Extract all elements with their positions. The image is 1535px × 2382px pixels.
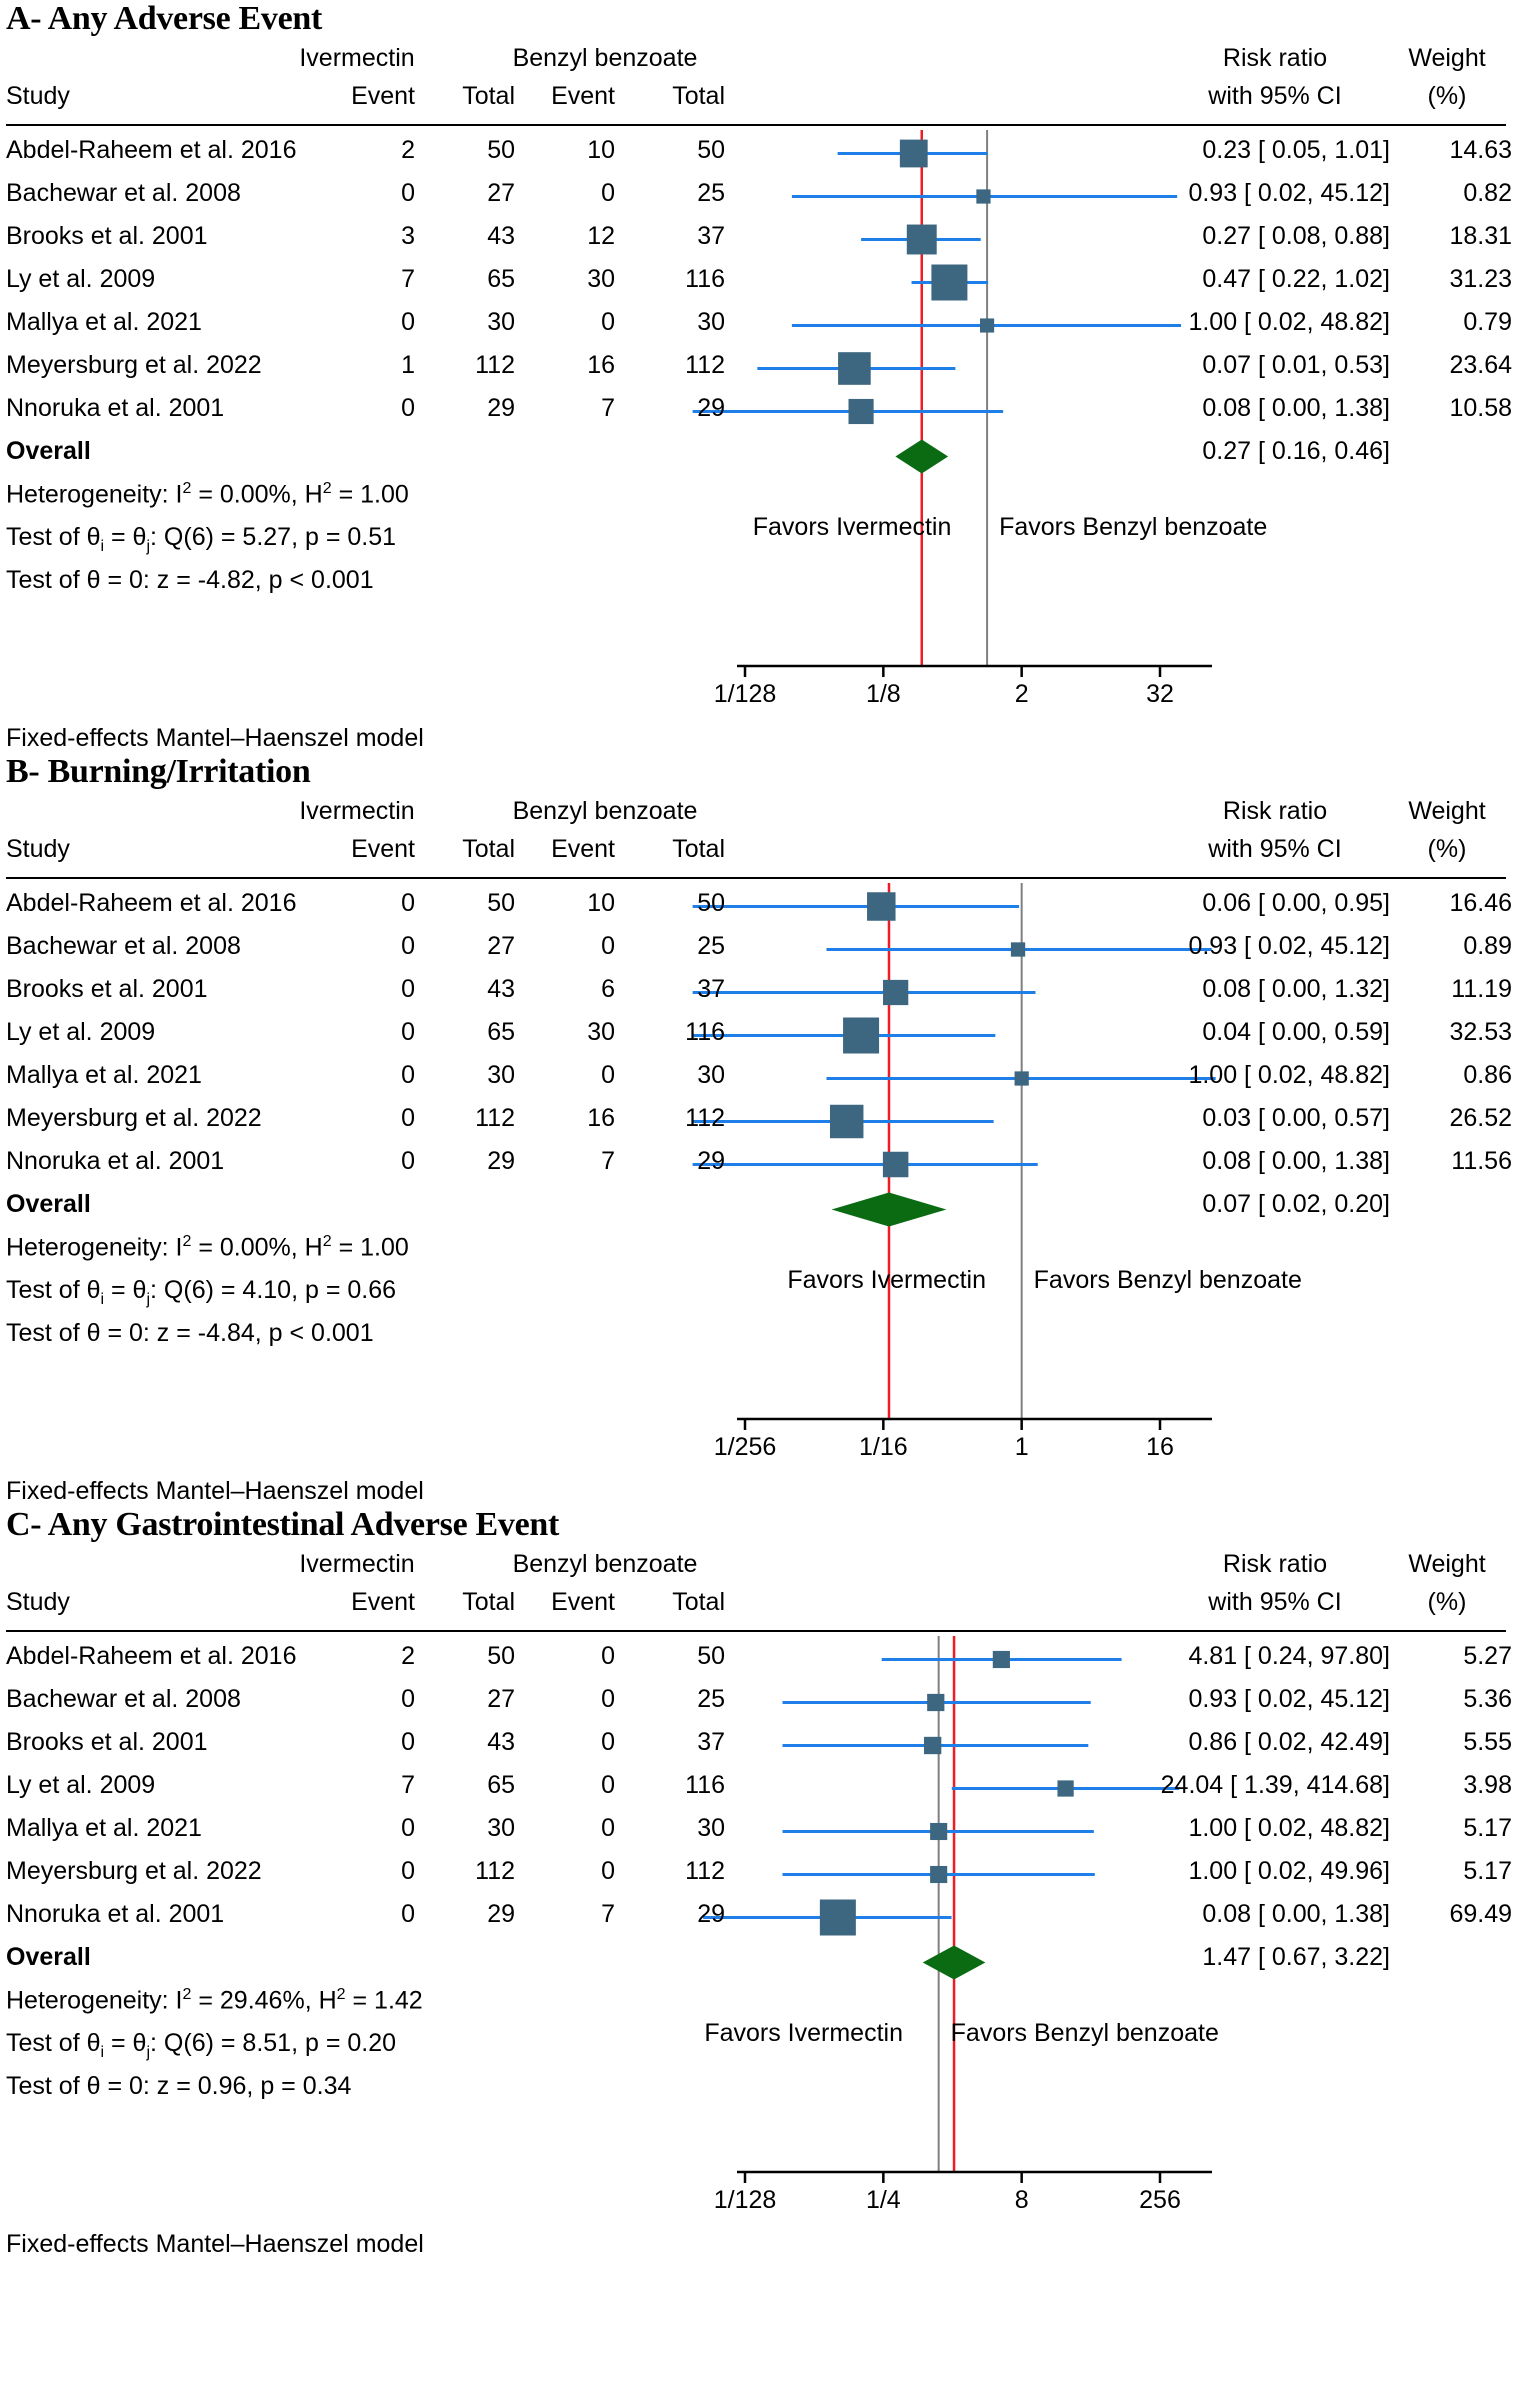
- panel-C: [0, 1506, 1535, 2259]
- event-ivermectin: 2: [401, 1642, 415, 1670]
- weight-value: 5.27: [1463, 1642, 1512, 1670]
- total-benzyl: 112: [685, 1857, 725, 1885]
- heterogeneity-stat: Heterogeneity: $I^2 = 0.00\%$, $H^2 = 1.00$: [6, 1233, 409, 1262]
- test-homogeneity-stat: Test of $\theta_i = \theta_j$: Q(6) = 4.10, p = 0.66: [6, 1276, 397, 1308]
- table-row: [0, 1722, 1535, 1765]
- study-name: Brooks et al. 2001: [6, 975, 208, 1003]
- total-benzyl: 29: [697, 1900, 725, 1928]
- event-ivermectin: 2: [401, 136, 415, 164]
- table-row: [0, 883, 1535, 926]
- total-ivermectin: 112: [475, 1857, 515, 1885]
- table-row: [0, 259, 1535, 302]
- table-row: [0, 216, 1535, 259]
- event-benzyl: 0: [601, 932, 615, 960]
- risk-ratio-value: 1.00 [ 0.02, 48.82]: [1188, 308, 1390, 336]
- event-ivermectin: 0: [401, 1018, 415, 1046]
- col-weight: Weight: [1408, 797, 1486, 825]
- event-ivermectin: 0: [401, 932, 415, 960]
- axis-tick-label: 1/256: [713, 1433, 777, 1461]
- total-ivermectin: 29: [487, 1147, 515, 1175]
- col-total-2: Total: [672, 1588, 725, 1616]
- study-name: Ly et al. 2009: [6, 1771, 156, 1799]
- risk-ratio-value: 0.07 [ 0.01, 0.53]: [1202, 351, 1390, 379]
- event-benzyl: 0: [601, 1642, 615, 1670]
- event-benzyl: 0: [601, 1814, 615, 1842]
- weight-value: 3.98: [1463, 1771, 1512, 1799]
- total-ivermectin: 65: [487, 265, 515, 293]
- table-row: [0, 1141, 1535, 1184]
- axis-tick-label: 1: [1014, 1433, 1029, 1461]
- axis-tick-label: 1/128: [713, 2186, 777, 2214]
- risk-ratio-value: 0.93 [ 0.02, 45.12]: [1188, 179, 1390, 207]
- total-ivermectin: 27: [487, 1685, 515, 1713]
- event-ivermectin: 0: [401, 308, 415, 336]
- col-risk-ratio-ci: with 95% CI: [1208, 835, 1342, 863]
- event-benzyl: 0: [601, 1771, 615, 1799]
- study-name: Abdel-Raheem et al. 2016: [6, 1642, 297, 1670]
- total-benzyl: 116: [685, 1771, 725, 1799]
- risk-ratio-value: 1.00 [ 0.02, 49.96]: [1188, 1857, 1390, 1885]
- event-benzyl: 16: [587, 1104, 615, 1132]
- plot-body: [0, 1636, 1535, 2230]
- col-weight-unit: (%): [1427, 82, 1467, 110]
- total-benzyl: 50: [697, 1642, 725, 1670]
- total-ivermectin: 27: [487, 932, 515, 960]
- study-name: Bachewar et al. 2008: [6, 179, 241, 207]
- col-group-ivermectin: Ivermectin: [299, 797, 415, 825]
- overall-label: Overall: [6, 1190, 91, 1218]
- risk-ratio-value: 0.06 [ 0.00, 0.95]: [1202, 889, 1390, 917]
- axis-tick-label: 1/4: [865, 2186, 901, 2214]
- event-benzyl: 0: [601, 1685, 615, 1713]
- panel-A-title: A- Any Adverse Event: [6, 0, 323, 37]
- col-event-1: Event: [351, 1588, 415, 1616]
- risk-ratio-value: 0.08 [ 0.00, 1.38]: [1202, 1900, 1390, 1928]
- event-benzyl: 7: [601, 1900, 615, 1928]
- event-ivermectin: 0: [401, 1147, 415, 1175]
- table-row: [0, 302, 1535, 345]
- study-name: Meyersburg et al. 2022: [6, 1857, 262, 1885]
- col-risk-ratio: Risk ratio: [1222, 797, 1328, 825]
- total-benzyl: 30: [697, 1814, 725, 1842]
- panel-B: [0, 753, 1535, 1506]
- total-benzyl: 29: [697, 394, 725, 422]
- table-row: [0, 388, 1535, 431]
- weight-value: 23.64: [1449, 351, 1512, 379]
- heterogeneity-stat: Heterogeneity: $I^2 = 29.46\%$, $H^2 = 1.42$: [6, 1986, 423, 2015]
- test-homogeneity-stat: Test of $\theta_i = \theta_j$: Q(6) = 8.51, p = 0.20: [6, 2029, 397, 2061]
- weight-value: 11.19: [1451, 975, 1512, 1003]
- plot-body: [0, 883, 1535, 1477]
- total-benzyl: 50: [697, 889, 725, 917]
- event-benzyl: 30: [587, 265, 615, 293]
- event-benzyl: 30: [587, 1018, 615, 1046]
- risk-ratio-value: 0.93 [ 0.02, 45.12]: [1188, 932, 1390, 960]
- total-ivermectin: 30: [487, 1061, 515, 1089]
- header-rule: [6, 877, 1506, 879]
- weight-value: 11.56: [1451, 1147, 1512, 1175]
- overall-risk-ratio: 1.47 [ 0.67, 3.22]: [1202, 1943, 1390, 1971]
- col-total-1: Total: [462, 1588, 515, 1616]
- favors-left-label: Favors Ivermectin: [752, 513, 952, 541]
- event-benzyl: 10: [587, 136, 615, 164]
- total-ivermectin: 50: [487, 889, 515, 917]
- study-name: Meyersburg et al. 2022: [6, 1104, 262, 1132]
- col-total-1: Total: [462, 835, 515, 863]
- weight-value: 0.89: [1463, 932, 1512, 960]
- total-ivermectin: 43: [487, 222, 515, 250]
- event-benzyl: 7: [601, 1147, 615, 1175]
- weight-value: 0.82: [1463, 179, 1512, 207]
- favors-right-label: Favors Benzyl benzoate: [999, 513, 1268, 541]
- total-ivermectin: 30: [487, 1814, 515, 1842]
- risk-ratio-value: 1.00 [ 0.02, 48.82]: [1188, 1814, 1390, 1842]
- event-ivermectin: 3: [401, 222, 415, 250]
- axis-tick-label: 32: [1146, 680, 1174, 708]
- weight-value: 18.31: [1449, 222, 1512, 250]
- table-header: [0, 791, 1535, 883]
- table-row: [0, 345, 1535, 388]
- axis-tick-label: 1/16: [858, 1433, 908, 1461]
- favors-right-label: Favors Benzyl benzoate: [950, 2019, 1219, 2047]
- total-ivermectin: 43: [487, 975, 515, 1003]
- total-ivermectin: 43: [487, 1728, 515, 1756]
- total-ivermectin: 27: [487, 179, 515, 207]
- total-benzyl: 112: [685, 351, 725, 379]
- col-event-1: Event: [351, 835, 415, 863]
- table-row: [0, 130, 1535, 173]
- event-benzyl: 0: [601, 1728, 615, 1756]
- total-ivermectin: 112: [475, 1104, 515, 1132]
- study-name: Mallya et al. 2021: [6, 308, 202, 336]
- weight-value: 0.79: [1463, 308, 1512, 336]
- favors-right-label: Favors Benzyl benzoate: [1033, 1266, 1302, 1294]
- total-benzyl: 25: [697, 1685, 725, 1713]
- event-benzyl: 0: [601, 179, 615, 207]
- col-weight-unit: (%): [1427, 1588, 1467, 1616]
- table-row: [0, 1765, 1535, 1808]
- total-benzyl: 25: [697, 179, 725, 207]
- weight-value: 69.49: [1449, 1900, 1512, 1928]
- axis-tick-label: 1/8: [865, 680, 901, 708]
- risk-ratio-value: 0.04 [ 0.00, 0.59]: [1202, 1018, 1390, 1046]
- col-total-2: Total: [672, 835, 725, 863]
- total-ivermectin: 29: [487, 1900, 515, 1928]
- risk-ratio-value: 24.04 [ 1.39, 414.68]: [1160, 1771, 1390, 1799]
- col-study: Study: [6, 82, 70, 110]
- total-benzyl: 25: [697, 932, 725, 960]
- table-row: [0, 1679, 1535, 1722]
- total-benzyl: 37: [697, 1728, 725, 1756]
- model-footer: Fixed-effects Mantel–Haenszel model: [6, 2230, 424, 2258]
- event-ivermectin: 0: [401, 179, 415, 207]
- overall-label: Overall: [6, 437, 91, 465]
- event-benzyl: 12: [587, 222, 615, 250]
- overall-risk-ratio: 0.07 [ 0.02, 0.20]: [1202, 1190, 1390, 1218]
- col-total-1: Total: [462, 82, 515, 110]
- col-total-2: Total: [672, 82, 725, 110]
- table-row: [0, 1055, 1535, 1098]
- col-weight-unit: (%): [1427, 835, 1467, 863]
- col-weight: Weight: [1408, 44, 1486, 72]
- weight-value: 16.46: [1449, 889, 1512, 917]
- risk-ratio-value: 0.27 [ 0.08, 0.88]: [1202, 222, 1390, 250]
- panel-A: [0, 0, 1535, 753]
- study-name: Meyersburg et al. 2022: [6, 351, 262, 379]
- favors-left-label: Favors Ivermectin: [787, 1266, 986, 1294]
- total-ivermectin: 112: [475, 351, 515, 379]
- study-name: Mallya et al. 2021: [6, 1814, 202, 1842]
- table-row: [0, 173, 1535, 216]
- panel-B-title: B- Burning/Irritation: [6, 753, 311, 790]
- panel-C-title: C- Any Gastrointestinal Adverse Event: [6, 1506, 560, 1543]
- event-benzyl: 6: [601, 975, 615, 1003]
- weight-value: 32.53: [1449, 1018, 1512, 1046]
- plot-body: [0, 130, 1535, 724]
- weight-value: 0.86: [1463, 1061, 1512, 1089]
- risk-ratio-value: 0.86 [ 0.02, 42.49]: [1188, 1728, 1390, 1756]
- table-row: [0, 1851, 1535, 1894]
- event-benzyl: 16: [587, 351, 615, 379]
- event-ivermectin: 0: [401, 1814, 415, 1842]
- col-group-benzyl-benzoate: Benzyl benzoate: [512, 44, 698, 72]
- total-ivermectin: 50: [487, 1642, 515, 1670]
- study-name: Nnoruka et al. 2001: [6, 1900, 225, 1928]
- axis-tick-label: 16: [1146, 1433, 1174, 1461]
- col-event-2: Event: [551, 1588, 615, 1616]
- study-name: Bachewar et al. 2008: [6, 932, 241, 960]
- favors-left-label: Favors Ivermectin: [704, 2019, 903, 2047]
- model-statistics: [0, 1227, 1535, 1407]
- risk-ratio-value: 0.03 [ 0.00, 0.57]: [1202, 1104, 1390, 1132]
- weight-value: 5.55: [1463, 1728, 1512, 1756]
- weight-value: 5.17: [1463, 1814, 1512, 1842]
- overall-row: [0, 1937, 1535, 1980]
- weight-value: 5.17: [1463, 1857, 1512, 1885]
- col-risk-ratio: Risk ratio: [1222, 44, 1328, 72]
- axis-tick-label: 1/128: [713, 680, 777, 708]
- col-risk-ratio-ci: with 95% CI: [1208, 1588, 1342, 1616]
- study-name: Abdel-Raheem et al. 2016: [6, 889, 297, 917]
- model-statistics: [0, 1980, 1535, 2160]
- col-event-2: Event: [551, 82, 615, 110]
- test-effect-stat: Test of θ = 0: z = 0.96, p = 0.34: [6, 2072, 352, 2100]
- total-benzyl: 37: [697, 222, 725, 250]
- axis-tick-label: 2: [1014, 680, 1029, 708]
- event-ivermectin: 0: [401, 1857, 415, 1885]
- overall-row: [0, 431, 1535, 474]
- study-name: Nnoruka et al. 2001: [6, 394, 225, 422]
- risk-ratio-value: 0.93 [ 0.02, 45.12]: [1188, 1685, 1390, 1713]
- col-group-benzyl-benzoate: Benzyl benzoate: [512, 797, 698, 825]
- risk-ratio-value: 0.08 [ 0.00, 1.38]: [1202, 394, 1390, 422]
- event-ivermectin: 0: [401, 1900, 415, 1928]
- total-benzyl: 50: [697, 136, 725, 164]
- test-effect-stat: Test of θ = 0: z = -4.82, p < 0.001: [6, 566, 374, 594]
- risk-ratio-value: 4.81 [ 0.24, 97.80]: [1188, 1642, 1390, 1670]
- event-ivermectin: 0: [401, 1061, 415, 1089]
- col-risk-ratio: Risk ratio: [1222, 1550, 1328, 1578]
- study-name: Nnoruka et al. 2001: [6, 1147, 225, 1175]
- event-ivermectin: 7: [401, 265, 415, 293]
- study-name: Ly et al. 2009: [6, 265, 156, 293]
- col-event-1: Event: [351, 82, 415, 110]
- table-row: [0, 1098, 1535, 1141]
- model-footer: Fixed-effects Mantel–Haenszel model: [6, 724, 424, 752]
- table-row: [0, 1012, 1535, 1055]
- table-header: [0, 1544, 1535, 1636]
- study-name: Mallya et al. 2021: [6, 1061, 202, 1089]
- total-benzyl: 112: [685, 1104, 725, 1132]
- weight-value: 10.58: [1449, 394, 1512, 422]
- total-benzyl: 30: [697, 1061, 725, 1089]
- col-group-benzyl-benzoate: Benzyl benzoate: [512, 1550, 698, 1578]
- col-group-ivermectin: Ivermectin: [299, 1550, 415, 1578]
- axis-tick-label: 256: [1139, 2186, 1181, 2214]
- event-benzyl: 10: [587, 889, 615, 917]
- event-benzyl: 7: [601, 394, 615, 422]
- table-header: [0, 38, 1535, 130]
- event-benzyl: 0: [601, 308, 615, 336]
- event-ivermectin: 0: [401, 1728, 415, 1756]
- heterogeneity-stat: Heterogeneity: $I^2 = 0.00\%$, $H^2 = 1.00$: [6, 480, 409, 509]
- col-study: Study: [6, 835, 70, 863]
- col-event-2: Event: [551, 835, 615, 863]
- weight-value: 5.36: [1463, 1685, 1512, 1713]
- col-group-ivermectin: Ivermectin: [299, 44, 415, 72]
- event-ivermectin: 0: [401, 975, 415, 1003]
- event-benzyl: 0: [601, 1857, 615, 1885]
- total-ivermectin: 29: [487, 394, 515, 422]
- model-footer: Fixed-effects Mantel–Haenszel model: [6, 1477, 424, 1505]
- overall-risk-ratio: 0.27 [ 0.16, 0.46]: [1202, 437, 1390, 465]
- overall-label: Overall: [6, 1943, 91, 1971]
- study-name: Brooks et al. 2001: [6, 1728, 208, 1756]
- event-ivermectin: 0: [401, 889, 415, 917]
- table-row: [0, 969, 1535, 1012]
- overall-row: [0, 1184, 1535, 1227]
- total-benzyl: 29: [697, 1147, 725, 1175]
- col-weight: Weight: [1408, 1550, 1486, 1578]
- event-ivermectin: 0: [401, 1104, 415, 1132]
- total-benzyl: 116: [685, 265, 725, 293]
- risk-ratio-value: 0.23 [ 0.05, 1.01]: [1202, 136, 1390, 164]
- table-row: [0, 1894, 1535, 1937]
- model-statistics: [0, 474, 1535, 654]
- total-ivermectin: 50: [487, 136, 515, 164]
- total-ivermectin: 65: [487, 1771, 515, 1799]
- test-homogeneity-stat: Test of $\theta_i = \theta_j$: Q(6) = 5.27, p = 0.51: [6, 523, 397, 555]
- study-name: Abdel-Raheem et al. 2016: [6, 136, 297, 164]
- col-risk-ratio-ci: with 95% CI: [1208, 82, 1342, 110]
- col-study: Study: [6, 1588, 70, 1616]
- study-name: Bachewar et al. 2008: [6, 1685, 241, 1713]
- test-effect-stat: Test of θ = 0: z = -4.84, p < 0.001: [6, 1319, 374, 1347]
- study-name: Brooks et al. 2001: [6, 222, 208, 250]
- total-ivermectin: 65: [487, 1018, 515, 1046]
- event-benzyl: 0: [601, 1061, 615, 1089]
- table-row: [0, 1808, 1535, 1851]
- study-name: Ly et al. 2009: [6, 1018, 156, 1046]
- weight-value: 14.63: [1449, 136, 1512, 164]
- header-rule: [6, 1630, 1506, 1632]
- weight-value: 31.23: [1449, 265, 1512, 293]
- risk-ratio-value: 0.08 [ 0.00, 1.38]: [1202, 1147, 1390, 1175]
- table-row: [0, 1636, 1535, 1679]
- risk-ratio-value: 1.00 [ 0.02, 48.82]: [1188, 1061, 1390, 1089]
- total-benzyl: 116: [685, 1018, 725, 1046]
- total-ivermectin: 30: [487, 308, 515, 336]
- event-ivermectin: 0: [401, 394, 415, 422]
- event-ivermectin: 0: [401, 1685, 415, 1713]
- table-row: [0, 926, 1535, 969]
- risk-ratio-value: 0.08 [ 0.00, 1.32]: [1202, 975, 1390, 1003]
- total-benzyl: 37: [697, 975, 725, 1003]
- event-ivermectin: 7: [401, 1771, 415, 1799]
- total-benzyl: 30: [697, 308, 725, 336]
- header-rule: [6, 124, 1506, 126]
- risk-ratio-value: 0.47 [ 0.22, 1.02]: [1202, 265, 1390, 293]
- axis-tick-label: 8: [1014, 2186, 1029, 2214]
- weight-value: 26.52: [1449, 1104, 1512, 1132]
- event-ivermectin: 1: [401, 351, 415, 379]
